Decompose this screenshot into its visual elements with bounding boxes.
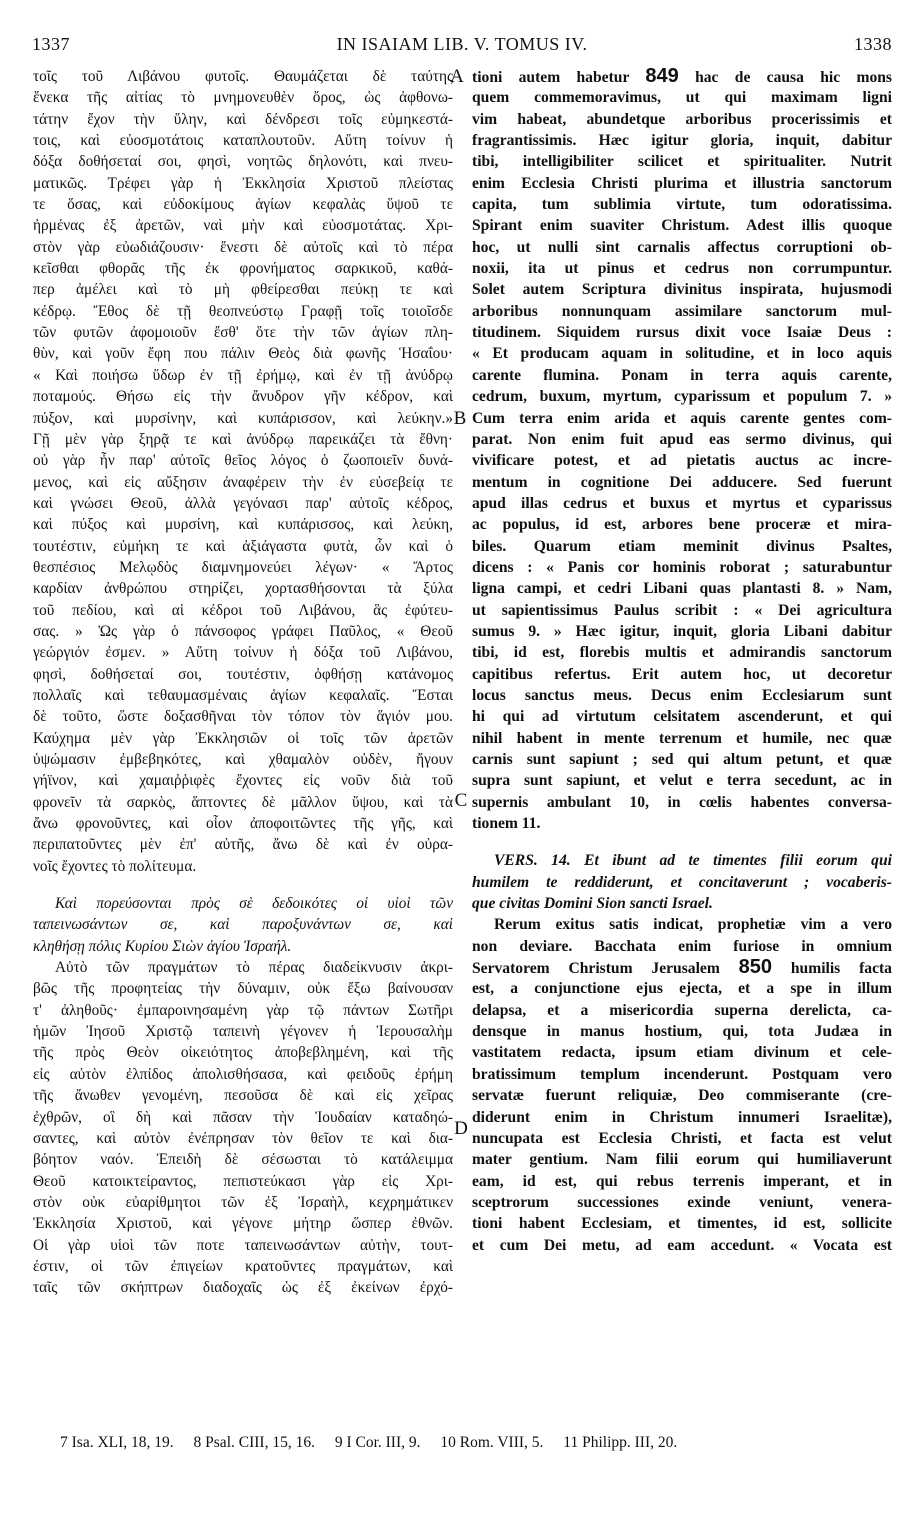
text-line: δόξα δοθήσεταί σοι, φησὶ, νοητῶς δηλονότι, καὶ πνευ- [33,153,453,171]
text-line: tioni habent Ecclesiam, et timentes, id est, sollicite [472,1215,892,1233]
text-line: capita, tum sublimia virtute, tum odoratissima. [472,196,892,214]
text-line: arboribus nonnunquam assimilare sanctorum mul- [472,302,892,320]
text-line: Οἱ γὰρ υἱοὶ τῶν ποτε ταπεινωσάντων αὐτὴν, τουτ- [33,1236,453,1254]
text-line: fragrantissimis. Hæc igitur gloria, inquit, dabitur [472,132,892,150]
text-line: στὸν οὐκ εὐαρίθμητοι τῶν ἐξ Ἰσραὴλ, κεχρημάτικεν [33,1193,453,1211]
footnote-11: 11 Philipp. III, 20. [563,1434,678,1451]
text-line: καὶ πύξος καὶ μυρσίνη, καὶ κυπάρισσος, καὶ λεύκη, [33,516,453,534]
footnote-8: 8 Psal. CIII, 15, 16. [193,1434,315,1451]
text-line: supernis ambulant 10, in cœlis habentes conversa- [472,793,892,811]
latin-verse-heading [472,850,892,914]
text-line: bratissimum templum incenderunt. Postquam vero [472,1065,892,1083]
text-line: titudinem. Siquidem rursus dixit voce Isaiæ Deus : [472,324,892,342]
text-line: Καύχημα μὲν γὰρ Ἐκκλησιῶν οἱ τοῖς τῶν ἀρετῶν [33,729,453,747]
text-line: supra sunt sapiunt, et velut e terra secedunt, ac in [472,772,892,790]
greek-text-block-2 [33,957,453,1299]
text-line: κληθήσῃ πόλις Κυρίου Σιὼν ἁγίου Ἰσραήλ. [33,937,292,955]
text-line: ac populus, id est, arbores bene proceræ et mira- [472,516,892,534]
text-line: καρδίαν ἀνθρώπου στηρίζει, χορτασθήσονται τὰ ξύλα [33,580,453,598]
section-marker-c: C [454,790,468,811]
text-line: tioni autem habetur 849 hac de causa hic mons [472,66,892,87]
text-line: ἡμῶν Ἰησοῦ Χριστῷ ταπεινὴ γέγονεν ἡ Ἱερουσαλὴμ [33,1023,453,1041]
text-line: Ἐκκλησία Χριστοῦ, καὶ γέγονε μήτηρ ὥσπερ ἐθνῶν. [33,1215,453,1233]
text-line: ἐχθρῶν, οἳ δὴ καὶ πᾶσαν τὴν Ἰουδαίαν καταδηώ- [33,1108,453,1126]
text-line: ποταμούς. Θήσω εἰς τὴν ἄνυδρον γῆν κέδρον, καὶ [33,388,453,406]
text-line: δὲ τοῦτο, ὥστε δοξασθῆναι τὸν τόπον τὸν ἅγιόν μου. [33,708,453,726]
text-line: vastitatem redacta, ipsum etiam divinum et cele- [472,1044,892,1062]
text-line: τουτέστιν, εὐμήκη τε καὶ ἀξιάγαστα φυτὰ, ὧν καὶ ὁ [33,537,453,555]
text-line: servatæ fuerunt reliquiæ, Deo commiserante (cre- [472,1087,892,1105]
greek-column [33,66,453,1299]
text-line: est, a conjunctione ejus ejecta, et a spe in illum [472,980,892,998]
text-line: Θεοῦ κατοικτείραντος, πεπιστεύκασι γὰρ εἰς Χρι- [33,1172,453,1190]
text-line: βόητον ναόν. Ἐπειδὴ δὲ σέσωσται τὸ κατάλειμμα [33,1151,453,1169]
text-line: τε ὅσας, καὶ εὐδοκίμους ἁγίων κεφαλὰς ὕψοῦ τε [33,196,453,214]
text-line: vivificare potest, et ad pietatis auctus ac incre- [472,452,892,470]
text-line: cedrum, buxum, myrtum, cyparissum et populum 7. » [472,388,892,406]
text-line: γήϊνον, καὶ χαμαιῤῥιφὲς ἔχοντες εἰς νοῦν διὰ τοῦ [33,772,453,790]
text-line: Cum terra enim arida et aquis carente gentes com- [472,409,892,427]
footnote-10: 10 Rom. VIII, 5. [440,1434,544,1451]
text-line: nuncupata est Ecclesia Christi, et facta est velut [472,1129,892,1147]
text-line: eam, id est, qui rebus terrenis imperant, et in [472,1172,892,1190]
text-line: parat. Non enim fuit apud eas sermo divinus, qui [472,430,892,448]
text-line: περιπατοῦντες μὲν ἐπ' αὐτῆς, ἄνω δὲ καὶ ἐν οὐρα- [33,836,453,854]
text-line: locus sanctus meus. Decus enim Ecclesiarum sunt [472,686,892,704]
text-line: νοῖς ἔχοντες τὸ πολίτευμα. [33,857,197,875]
text-line: diderunt enim in Christum innumeri Israelitæ), [472,1108,892,1126]
latin-text-block-2 [472,914,892,1256]
text-line: ἕνεκα τῆς αἰτίας τὸ μνημονευθὲν ὄρος, ὡς ἀφθονω- [33,89,453,107]
text-line: έστιν, οἱ τῶν ἐπιγείων κρατοῦντες πραγμάτων, καὶ [33,1257,453,1275]
text-line: θεσπέσιος Μελῳδὸς διαμνημονεύει λέγων· « Ἄρτος [33,558,453,576]
text-line: densque in manus hostium, qui, tota Judæa in [472,1023,892,1041]
text-line: hi qui ad virtutum celsitatem ascenderunt, et qui [472,708,892,726]
text-line: Rerum exitus satis indicat, prophetiæ vim a vero [494,916,892,934]
text-line: θὺν, καὶ γοῦν ἔφη που πάλιν Θεὸς διὰ φωνῆς Ἡσαΐου· [33,345,453,363]
text-line: περ ἀμέλει καὶ τὸ μὴ φθείρεσθαι πεύκῃ τε καὶ [33,281,453,299]
text-line: ut sapientissimus Paulus scribit : « Dei agricultura [472,601,892,619]
greek-text-block-1 [33,66,453,877]
text-line: Spirant enim suaviter Christum. Adest illis quoque [472,217,892,235]
text-line: πύξον, καὶ μυρσίνην, καὶ κυπάρισσον, καὶ λεύκην.» [33,409,453,427]
text-line: capitibus refertus. Erit autem hoc, ut decoretur [472,665,892,683]
text-line: biles. Quarum etiam meminit divinus Psaltes, [472,537,892,555]
text-line: τοις, καὶ εὐοσμοτάτοις καταπλουτοῦν. Αὕτη τοίνυν ἡ [33,132,453,150]
text-line: τῶν φυτῶν ἀφομοιοῦν ἔσθ' ὅτε τὴν τῶν ἁγίων πλη- [33,324,453,342]
text-line: τῆς ἄνωθεν γενομένη, πεσοῦσα δὲ καὶ εἰς χεῖρας [33,1087,453,1105]
text-line: tibi, id est, florebis multis et admirandis sanctorum [472,644,892,662]
text-line: nihil habent in mente terrenum et humile, nec quæ [472,729,892,747]
text-line: carnis sunt sapiunt ; sed qui altum petunt, et quæ [472,751,892,768]
text-line: Γῇ μὲν γὰρ ξηρᾷ τε καὶ ἀνύδρῳ παρεικάζει τὰ ἔθνη· [33,430,453,448]
text-line: ταπεινωσάντων σε, καὶ παροξυνάντων σε, καὶ [33,916,453,934]
text-line: ὑψώμασιν ἐμβεβηκότες, καὶ χθαμαλὸν οὐδὲν, ἤγουν [33,751,453,768]
page-number-right: 1338 [854,34,892,54]
text-line: mater gentium. Nam filii eorum qui humiliaverunt [472,1151,892,1169]
text-line: non deviare. Bacchata enim furiose in omnium [472,937,892,955]
footnote-7: 7 Isa. XLI, 18, 19. [60,1434,174,1451]
running-header [32,34,892,58]
greek-verse-heading [33,893,453,957]
text-line: ἄνω φρονοῦντες, καὶ οἷον ἀποφοιτῶντες τῆς γῆς, καὶ [33,815,453,833]
text-line: sumus 9. » Hæc igitur, inquit, gloria Libani dabitur [472,622,892,640]
footnotes [60,1434,890,1452]
text-line: delapsa, et a misericordia superna derelicta, ca- [472,1001,892,1019]
text-line: dicens : « Panis cor hominis roborat ; saturabuntur [472,558,892,576]
text-line: « Καὶ ποιήσω ὕδωρ ἐν τῇ ἐρήμῳ, καὶ ἐν τῇ ἀνύδρῳ [33,366,453,384]
latin-text-block-1 [472,66,892,834]
text-line: tibi, intelligibiliter scilicet et spiritualiter. Nutrit [472,153,892,171]
text-line: ματικῶς. Τρέφει γὰρ ἡ Ἐκκλησία Χριστοῦ πλείστας [33,174,453,192]
text-line: humilem te reddiderunt, et concitaverunt ; vocaberis- [472,873,892,891]
text-line: μενος, καὶ εἰς αὔξησιν ἀναφέρειν τὴν ἐν εὐσεβείᾳ τε [33,473,453,491]
text-line: vim habeat, abundetque arboribus procerissimis et [472,110,892,128]
text-line: γεώργιόν ἐσμεν. » Αὕτη τοίνυν ἡ δόξα τοῦ Λιβάνου, [33,644,453,662]
text-line: ligna campi, et cedri Libani quas plantasti 8. » Nam, [472,580,892,598]
section-marker-a: A [450,66,464,87]
text-line: quem commemoravimus, ut qui maximam ligni [472,89,892,107]
text-line: Servatorem Christum Jerusalem 850 humilis facta [472,957,892,979]
text-line: τ' ἀληθοῦς· ἐμπαροινησαμένη γὰρ τῷ πάντων Σωτῆρι [33,1001,453,1019]
text-line: πολλαῖς καὶ τεθαυμασμέναις ἁγίων κεφαλαῖς. Ἔσται [33,686,453,704]
column-number: 850 [738,957,773,979]
text-line: tionem 11. [472,815,541,833]
text-line: que civitas Domini Sion sancti Israel. [472,895,713,913]
section-marker-d: D [454,1118,468,1139]
text-line: σαντες, καὶ αὐτὸν ἐνέπρησαν τὸν θεῖον τε καὶ δια- [33,1129,453,1147]
section-marker-b: B [453,408,467,429]
page-number-left: 1337 [32,34,70,54]
text-line: apud illas cedrus et buxus et myrtus et cyparissus [472,494,892,512]
text-line: ταῖς τῶν σκήπτρων διαδοχαῖς ὡς ἐξ ἐκείνων ἐρχό- [33,1279,453,1297]
text-line: καὶ γνώσει Θεοῦ, ἀλλὰ γεγόνασι παρ' αὐτοῖς κέδρος, [33,494,453,512]
text-line: οὐ γὰρ ἦν παρ' αὐτοῖς θεῖος λόγος ὁ ζωοποιεῖν δυνά- [33,452,453,470]
text-line: enim Ecclesia Christi plurima et illustria sanctorum [472,174,892,192]
text-line: VERS. 14. Et ibunt ad te timentes filii eorum qui [494,852,892,870]
text-line: τάτην ἔχον τὴν ὕλην, καὶ δένδρεσι τοῖς εὐμηκεστά- [33,110,453,128]
latin-column [472,66,892,1256]
text-line: τοῖς τοῦ Λιβάνου φυτοῖς. Θαυμάζεται δὲ ταύτης [33,68,453,85]
text-line: βῶς τῆς προφητείας τὴν δύναμιν, οὐκ ἔξω βαίνουσαν [33,980,453,998]
column-number: 849 [645,66,679,87]
text-line: Καὶ πορεύσονται πρὸς σὲ δεδοικότες οἱ υἱοὶ τῶν [55,895,453,913]
text-line: φρονεῖν τὰ σαρκὸς, ἅπτοντες δὲ μᾶλλον ὕψου, καὶ τὰ [33,793,453,811]
text-line: sceptrorum successiones exinde veniunt, venera- [472,1193,892,1211]
text-line: κέδρῳ. Ἔθος δὲ τῇ θεοπνεύστῳ Γραφῇ τοῖς τοιοῖσδε [33,302,453,320]
text-line: mentum in cognitione Dei adducere. Sed fuerunt [472,473,892,491]
text-line: σας. » Ὡς γὰρ ὁ πάνσοφος γράφει Παῦλος, « Θεοῦ [33,622,453,640]
footnote-9: 9 I Cor. III, 9. [334,1434,421,1451]
text-line: hoc, ut nulli sint carnalis affectus corruptioni ob- [472,238,892,256]
text-line: et cum Dei metu, ad eam accedunt. « Vocata est [472,1236,892,1254]
text-line: « Et producam aquam in solitudine, et in loco aquis [472,345,892,363]
text-line: τοῦ πεδίου, καὶ αἱ κέδροι τοῦ Λιβάνου, ἃς ἐφύτευ- [33,601,453,619]
text-line: ἠρμένας ἐξ ἀρετῶν, ναὶ μὴν καὶ εὐοσμοτάτας. Χρι- [33,217,453,235]
text-line: εἰς αὐτὸν ἐλπίδος ἀπολισθήσασα, καὶ φειδοῦς ἐρήμη [33,1065,453,1083]
text-line: Αὐτὸ τῶν πραγμάτων τὸ πέρας διαδείκνυσιν ἀκρι- [55,959,453,977]
running-title: IN ISAIAM LIB. V. TOMUS IV. [336,34,588,54]
text-line: στὸν γὰρ εὐωδιάζουσιν· ἔνεστι δὲ αὐτοῖς καὶ τὸ πέρα [33,238,453,256]
text-line: carente flumina. Ponam in terra aquis carente, [472,366,892,384]
text-line: τῆς πρὸς Θεὸν οἰκειότητος ἀποβεβλημένη, καὶ τῆς [33,1044,453,1062]
text-line: Solet autem Scriptura divinitus inspirata, hujusmodi [472,281,892,299]
text-line: φησὶ, δοθήσεταί σοι, τουτέστιν, ὀφθήσῃ κατάνομος [33,665,453,683]
text-line: noxii, ita ut pinus et cedrus non corrumpuntur. [472,260,892,278]
text-line: κεῖσθαι φθορᾶς τῆς ἐκ φρονήματος σαρκικοῦ, καθά- [33,260,453,278]
